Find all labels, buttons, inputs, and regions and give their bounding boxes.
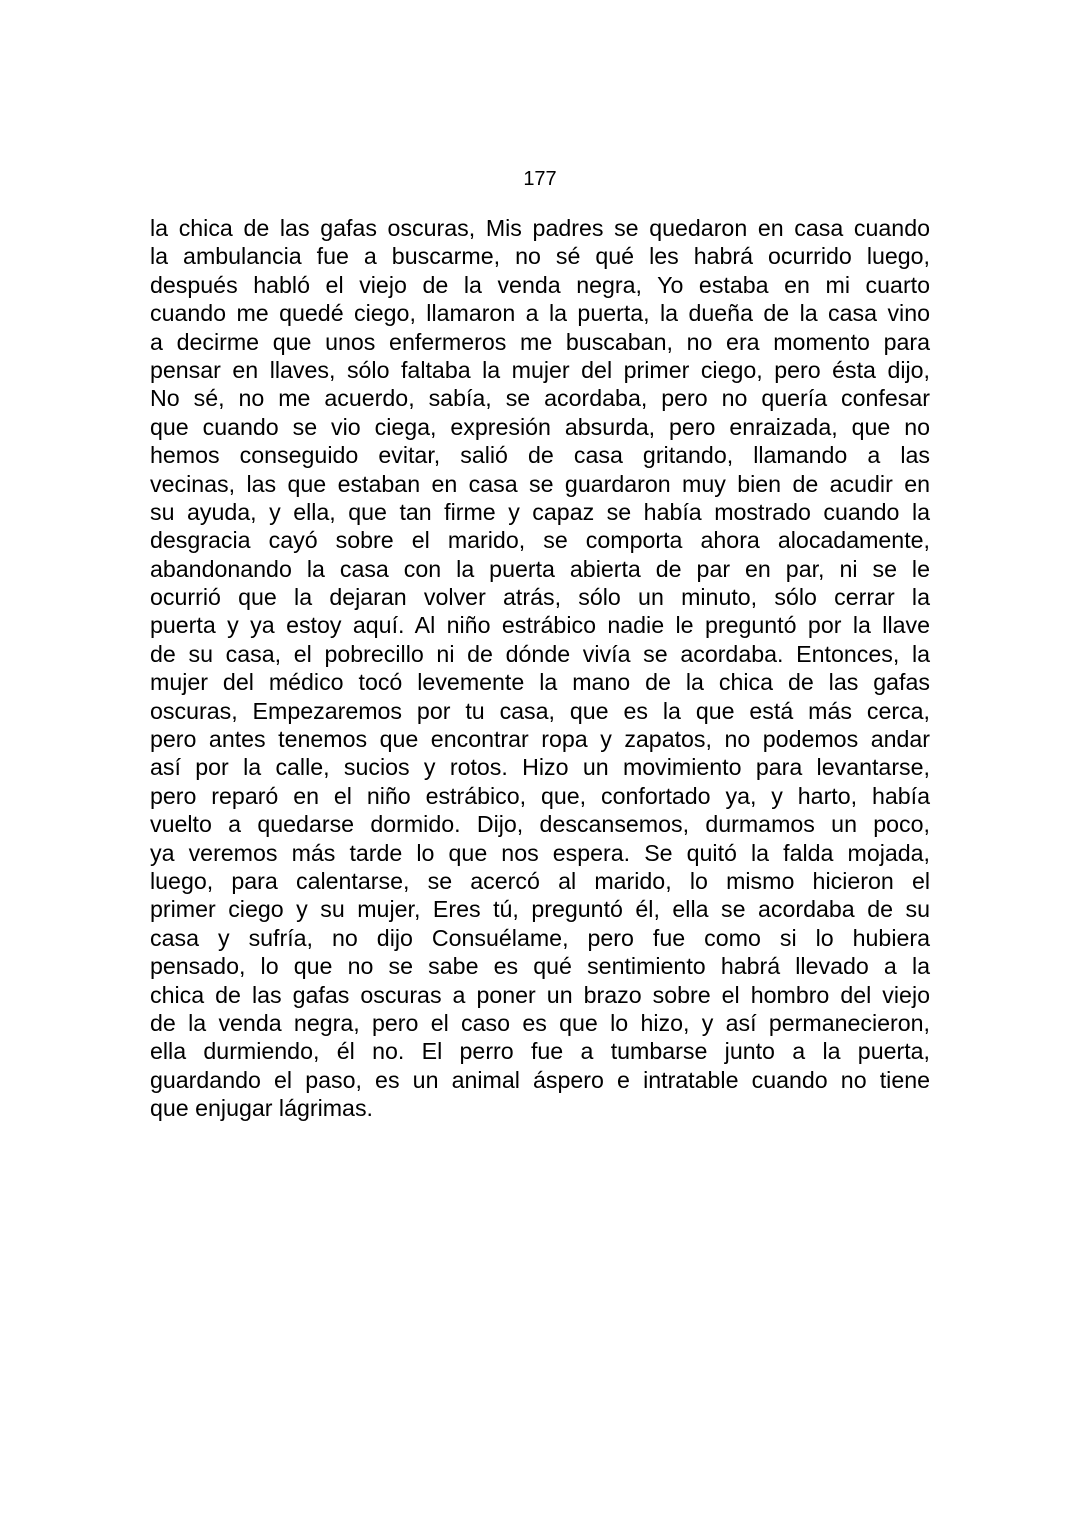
text-line: pensado, lo que no se sabe es qué sentimiento habrá llevado a la	[150, 953, 930, 980]
text-line: ocurrió que la dejaran volver atrás, sólo un minuto, sólo cerrar la	[150, 584, 930, 611]
text-line: su ayuda, y ella, que tan firme y capaz se había mostrado cuando la	[150, 498, 930, 525]
text-line: después habló el viejo de la venda negra, Yo estaba en mi cuarto	[150, 271, 930, 298]
text-line: mujer del médico tocó levemente la mano de la chica de las gafas	[150, 669, 930, 696]
text-line: primer ciego y su mujer, Eres tú, preguntó él, ella se acordaba de su	[150, 896, 930, 923]
text-line: puerta y ya estoy aquí. Al niño estrábico nadie le preguntó por la llave	[150, 612, 930, 639]
text-line: de la venda negra, pero el caso es que lo hizo, y así permanecieron,	[150, 1009, 930, 1036]
text-line: que cuando se vio ciega, expresión absurda, pero enraizada, que no	[150, 413, 930, 440]
text-line: guardando el paso, es un animal áspero e intratable cuando no tiene	[150, 1066, 930, 1093]
text-line: vecinas, las que estaban en casa se guardaron muy bien de acudir en	[150, 470, 930, 497]
text-line: luego, para calentarse, se acercó al marido, lo mismo hicieron el	[150, 867, 930, 894]
text-line: ella durmiendo, él no. El perro fue a tumbarse junto a la puerta,	[150, 1038, 930, 1065]
text-line: que enjugar lágrimas.	[150, 1095, 373, 1122]
text-line: así por la calle, sucios y rotos. Hizo un movimiento para levantarse,	[150, 754, 930, 781]
text-line: pero antes tenemos que encontrar ropa y zapatos, no podemos andar	[150, 726, 930, 753]
text-line: abandonando la casa con la puerta abierta de par en par, ni se le	[150, 555, 930, 582]
text-line: la ambulancia fue a buscarme, no sé qué les habrá ocurrido luego,	[150, 243, 930, 270]
text-line: cuando me quedé ciego, llamaron a la puerta, la dueña de la casa vino	[150, 300, 930, 327]
text-line: vuelto a quedarse dormido. Dijo, descansemos, durmamos un poco,	[150, 811, 930, 838]
text-line: pensar en llaves, sólo faltaba la mujer del primer ciego, pero ésta dijo,	[150, 356, 930, 383]
text-line: desgracia cayó sobre el marido, se comporta ahora alocadamente,	[150, 527, 930, 554]
text-line: oscuras, Empezaremos por tu casa, que es la que está más cerca,	[150, 697, 930, 724]
text-line: casa y sufría, no dijo Consuélame, pero fue como si lo hubiera	[150, 924, 930, 951]
text-line: No sé, no me acuerdo, sabía, se acordaba, pero no quería confesar	[150, 385, 930, 412]
text-line: hemos conseguido evitar, salió de casa gritando, llamando a las	[150, 442, 930, 469]
text-line: pero reparó en el niño estrábico, que, confortado ya, y harto, había	[150, 782, 930, 809]
text-line: ya veremos más tarde lo que nos espera. Se quitó la falda mojada,	[150, 839, 930, 866]
text-line: chica de las gafas oscuras a poner un brazo sobre el hombro del viejo	[150, 981, 930, 1008]
text-line: a decirme que unos enfermeros me buscaban, no era momento para	[150, 328, 930, 355]
page-number: 177	[523, 168, 557, 190]
body-text	[150, 214, 930, 1123]
text-line: la chica de las gafas oscuras, Mis padres se quedaron en casa cuando	[150, 215, 930, 241]
text-line: de su casa, el pobrecillo ni de dónde vivía se acordaba. Entonces, la	[150, 640, 930, 667]
